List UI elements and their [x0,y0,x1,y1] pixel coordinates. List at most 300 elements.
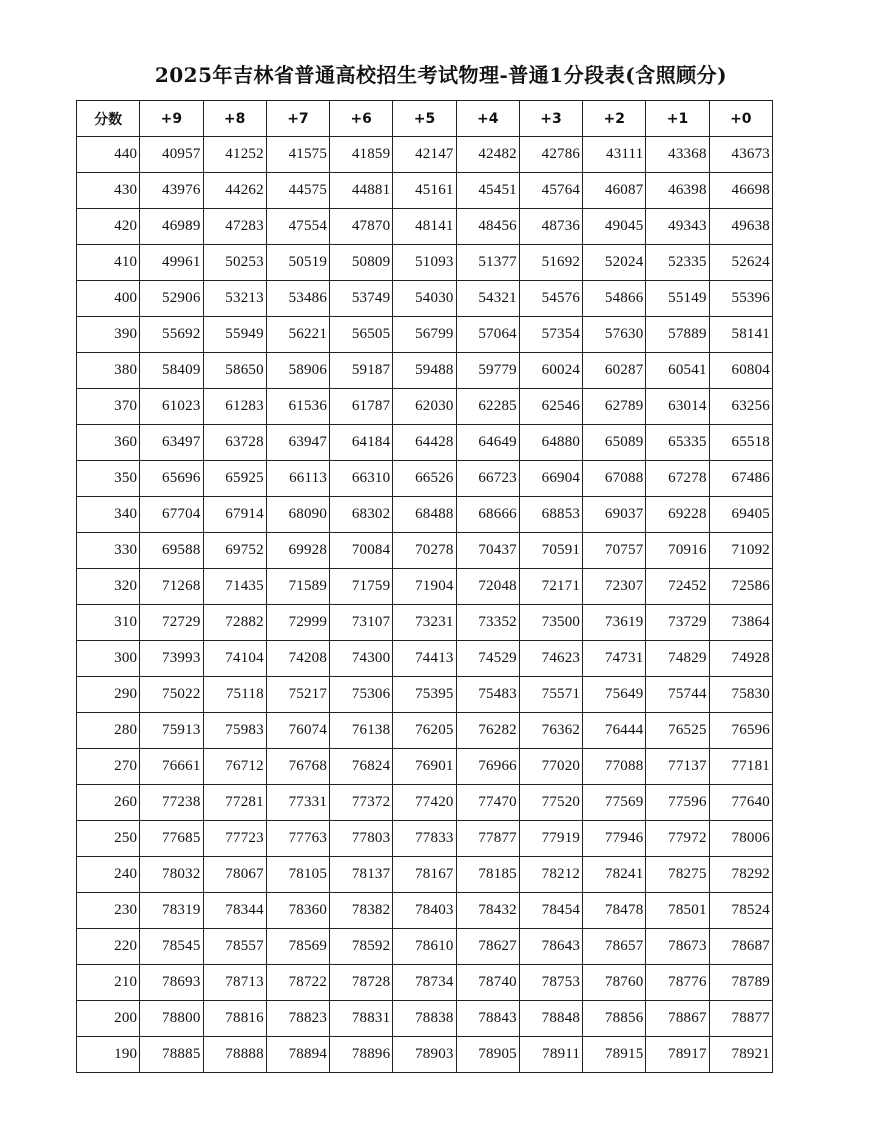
cumulative-count-cell: 49961 [140,245,203,281]
cumulative-count-cell: 76901 [393,749,456,785]
score-cell: 240 [77,857,140,893]
score-cell: 430 [77,173,140,209]
table-row [77,317,773,353]
cumulative-count-cell: 64880 [519,425,582,461]
table-row [77,281,773,317]
cumulative-count-cell: 75830 [709,677,772,713]
cumulative-count-cell: 78501 [646,893,709,929]
cumulative-count-cell: 77685 [140,821,203,857]
score-cell: 250 [77,821,140,857]
cumulative-count-cell: 54866 [583,281,646,317]
cumulative-count-cell: 49638 [709,209,772,245]
column-header-offset: +1 [646,101,709,137]
table-row [77,245,773,281]
cumulative-count-cell: 77569 [583,785,646,821]
cumulative-count-cell: 69928 [266,533,329,569]
cumulative-count-cell: 77520 [519,785,582,821]
cumulative-count-cell: 77470 [456,785,519,821]
cumulative-count-cell: 78105 [266,857,329,893]
cumulative-count-cell: 76205 [393,713,456,749]
cumulative-count-cell: 54321 [456,281,519,317]
cumulative-count-cell: 70437 [456,533,519,569]
table-row [77,569,773,605]
cumulative-count-cell: 78137 [330,857,393,893]
cumulative-count-cell: 78067 [203,857,266,893]
cumulative-count-cell: 76074 [266,713,329,749]
table-row [77,461,773,497]
cumulative-count-cell: 76282 [456,713,519,749]
score-cell: 270 [77,749,140,785]
cumulative-count-cell: 46989 [140,209,203,245]
cumulative-count-cell: 74300 [330,641,393,677]
cumulative-count-cell: 66526 [393,461,456,497]
page-title: 2025年吉林省普通高校招生考试物理-普通1分段表(含照顾分) [154,63,728,87]
score-cell: 440 [77,137,140,173]
cumulative-count-cell: 78753 [519,965,582,1001]
cumulative-count-cell: 77946 [583,821,646,857]
cumulative-count-cell: 75571 [519,677,582,713]
cumulative-count-cell: 47870 [330,209,393,245]
cumulative-count-cell: 47554 [266,209,329,245]
cumulative-count-cell: 77331 [266,785,329,821]
cumulative-count-cell: 72586 [709,569,772,605]
cumulative-count-cell: 71589 [266,569,329,605]
cumulative-count-cell: 75913 [140,713,203,749]
column-header-score: 分数 [77,101,140,137]
cumulative-count-cell: 77020 [519,749,582,785]
cumulative-count-cell: 72048 [456,569,519,605]
cumulative-count-cell: 66904 [519,461,582,497]
table-row [77,137,773,173]
cumulative-count-cell: 41575 [266,137,329,173]
table-row [77,1001,773,1037]
score-cell: 350 [77,461,140,497]
cumulative-count-cell: 54030 [393,281,456,317]
cumulative-count-cell: 69228 [646,497,709,533]
table-row [77,713,773,749]
cumulative-count-cell: 57064 [456,317,519,353]
column-header-offset: +7 [266,101,329,137]
cumulative-count-cell: 43976 [140,173,203,209]
cumulative-count-cell: 78740 [456,965,519,1001]
cumulative-count-cell: 56221 [266,317,329,353]
cumulative-count-cell: 43673 [709,137,772,173]
cumulative-count-cell: 78627 [456,929,519,965]
cumulative-count-cell: 68853 [519,497,582,533]
cumulative-count-cell: 78693 [140,965,203,1001]
cumulative-count-cell: 71268 [140,569,203,605]
cumulative-count-cell: 41859 [330,137,393,173]
cumulative-count-cell: 77877 [456,821,519,857]
cumulative-count-cell: 57354 [519,317,582,353]
cumulative-count-cell: 67914 [203,497,266,533]
cumulative-count-cell: 77238 [140,785,203,821]
cumulative-count-cell: 78800 [140,1001,203,1037]
cumulative-count-cell: 74413 [393,641,456,677]
cumulative-count-cell: 58409 [140,353,203,389]
cumulative-count-cell: 52024 [583,245,646,281]
cumulative-count-cell: 78344 [203,893,266,929]
cumulative-count-cell: 78894 [266,1037,329,1073]
cumulative-count-cell: 50519 [266,245,329,281]
cumulative-count-cell: 77181 [709,749,772,785]
cumulative-count-cell: 78867 [646,1001,709,1037]
cumulative-count-cell: 78921 [709,1037,772,1073]
score-cell: 320 [77,569,140,605]
cumulative-count-cell: 68302 [330,497,393,533]
cumulative-count-cell: 51377 [456,245,519,281]
cumulative-count-cell: 68488 [393,497,456,533]
cumulative-count-cell: 63497 [140,425,203,461]
score-cell: 310 [77,605,140,641]
cumulative-count-cell: 62030 [393,389,456,425]
cumulative-count-cell: 60804 [709,353,772,389]
score-cell: 380 [77,353,140,389]
cumulative-count-cell: 57889 [646,317,709,353]
cumulative-count-cell: 66310 [330,461,393,497]
score-cell: 260 [77,785,140,821]
cumulative-count-cell: 61536 [266,389,329,425]
cumulative-count-cell: 64184 [330,425,393,461]
cumulative-count-cell: 67278 [646,461,709,497]
score-cell: 360 [77,425,140,461]
column-header-offset: +8 [203,101,266,137]
cumulative-count-cell: 60287 [583,353,646,389]
cumulative-count-cell: 65335 [646,425,709,461]
cumulative-count-cell: 61023 [140,389,203,425]
column-header-offset: +2 [583,101,646,137]
cumulative-count-cell: 74529 [456,641,519,677]
cumulative-count-cell: 73231 [393,605,456,641]
cumulative-count-cell: 77372 [330,785,393,821]
cumulative-count-cell: 74731 [583,641,646,677]
cumulative-count-cell: 69752 [203,533,266,569]
cumulative-count-cell: 73500 [519,605,582,641]
cumulative-count-cell: 78545 [140,929,203,965]
cumulative-count-cell: 77972 [646,821,709,857]
cumulative-count-cell: 75306 [330,677,393,713]
cumulative-count-cell: 78673 [646,929,709,965]
cumulative-count-cell: 72729 [140,605,203,641]
cumulative-count-cell: 62546 [519,389,582,425]
cumulative-count-cell: 43111 [583,137,646,173]
cumulative-count-cell: 76138 [330,713,393,749]
cumulative-count-cell: 78831 [330,1001,393,1037]
cumulative-count-cell: 72307 [583,569,646,605]
cumulative-count-cell: 62789 [583,389,646,425]
cumulative-count-cell: 45161 [393,173,456,209]
cumulative-count-cell: 76966 [456,749,519,785]
cumulative-count-cell: 78454 [519,893,582,929]
table-row [77,353,773,389]
cumulative-count-cell: 55692 [140,317,203,353]
table-row [77,965,773,1001]
cumulative-count-cell: 50253 [203,245,266,281]
cumulative-count-cell: 65518 [709,425,772,461]
cumulative-count-cell: 61283 [203,389,266,425]
cumulative-count-cell: 65925 [203,461,266,497]
cumulative-count-cell: 78292 [709,857,772,893]
cumulative-count-cell: 78687 [709,929,772,965]
cumulative-count-cell: 70591 [519,533,582,569]
cumulative-count-cell: 74829 [646,641,709,677]
cumulative-count-cell: 78760 [583,965,646,1001]
cumulative-count-cell: 78911 [519,1037,582,1073]
cumulative-count-cell: 78816 [203,1001,266,1037]
cumulative-count-cell: 78212 [519,857,582,893]
cumulative-count-cell: 49045 [583,209,646,245]
cumulative-count-cell: 61787 [330,389,393,425]
cumulative-count-cell: 76768 [266,749,329,785]
cumulative-count-cell: 63728 [203,425,266,461]
cumulative-count-cell: 78360 [266,893,329,929]
table-row [77,785,773,821]
cumulative-count-cell: 51692 [519,245,582,281]
table-row [77,641,773,677]
cumulative-count-cell: 42786 [519,137,582,173]
cumulative-count-cell: 44575 [266,173,329,209]
cumulative-count-cell: 71904 [393,569,456,605]
table-row [77,893,773,929]
cumulative-count-cell: 46087 [583,173,646,209]
cumulative-count-cell: 44262 [203,173,266,209]
cumulative-count-cell: 76712 [203,749,266,785]
cumulative-count-cell: 78319 [140,893,203,929]
cumulative-count-cell: 78524 [709,893,772,929]
cumulative-count-cell: 70757 [583,533,646,569]
cumulative-count-cell: 78569 [266,929,329,965]
cumulative-count-cell: 75744 [646,677,709,713]
cumulative-count-cell: 78713 [203,965,266,1001]
cumulative-count-cell: 78722 [266,965,329,1001]
cumulative-count-cell: 65089 [583,425,646,461]
cumulative-count-cell: 55149 [646,281,709,317]
cumulative-count-cell: 78848 [519,1001,582,1037]
cumulative-count-cell: 78382 [330,893,393,929]
cumulative-count-cell: 46698 [709,173,772,209]
cumulative-count-cell: 77803 [330,821,393,857]
table-row [77,1037,773,1073]
cumulative-count-cell: 56505 [330,317,393,353]
table-row [77,677,773,713]
cumulative-count-cell: 72999 [266,605,329,641]
cumulative-count-cell: 78610 [393,929,456,965]
cumulative-count-cell: 48456 [456,209,519,245]
cumulative-count-cell: 44881 [330,173,393,209]
cumulative-count-cell: 78241 [583,857,646,893]
cumulative-count-cell: 76444 [583,713,646,749]
cumulative-count-cell: 56799 [393,317,456,353]
cumulative-count-cell: 64649 [456,425,519,461]
cumulative-count-cell: 67486 [709,461,772,497]
cumulative-count-cell: 70084 [330,533,393,569]
cumulative-count-cell: 76661 [140,749,203,785]
cumulative-count-cell: 78032 [140,857,203,893]
cumulative-count-cell: 74928 [709,641,772,677]
table-row [77,749,773,785]
cumulative-count-cell: 65696 [140,461,203,497]
cumulative-count-cell: 55949 [203,317,266,353]
cumulative-count-cell: 74208 [266,641,329,677]
cumulative-count-cell: 77723 [203,821,266,857]
cumulative-count-cell: 78776 [646,965,709,1001]
cumulative-count-cell: 42147 [393,137,456,173]
cumulative-count-cell: 78734 [393,965,456,1001]
cumulative-count-cell: 74104 [203,641,266,677]
cumulative-count-cell: 68090 [266,497,329,533]
cumulative-count-cell: 41252 [203,137,266,173]
cumulative-count-cell: 75649 [583,677,646,713]
table-row [77,389,773,425]
cumulative-count-cell: 64428 [393,425,456,461]
cumulative-count-cell: 78877 [709,1001,772,1037]
cumulative-count-cell: 43368 [646,137,709,173]
table-row [77,929,773,965]
cumulative-count-cell: 78789 [709,965,772,1001]
cumulative-count-cell: 53486 [266,281,329,317]
score-cell: 190 [77,1037,140,1073]
cumulative-count-cell: 66723 [456,461,519,497]
cumulative-count-cell: 78006 [709,821,772,857]
cumulative-count-cell: 75395 [393,677,456,713]
cumulative-count-cell: 71092 [709,533,772,569]
cumulative-count-cell: 78888 [203,1037,266,1073]
table-row [77,497,773,533]
cumulative-count-cell: 62285 [456,389,519,425]
cumulative-count-cell: 78728 [330,965,393,1001]
cumulative-count-cell: 69405 [709,497,772,533]
column-header-offset: +4 [456,101,519,137]
cumulative-count-cell: 59779 [456,353,519,389]
score-cell: 330 [77,533,140,569]
cumulative-count-cell: 77281 [203,785,266,821]
cumulative-count-cell: 72882 [203,605,266,641]
cumulative-count-cell: 53749 [330,281,393,317]
cumulative-count-cell: 49343 [646,209,709,245]
cumulative-count-cell: 58650 [203,353,266,389]
cumulative-count-cell: 75983 [203,713,266,749]
score-cell: 370 [77,389,140,425]
cumulative-count-cell: 78592 [330,929,393,965]
cumulative-count-cell: 73352 [456,605,519,641]
cumulative-count-cell: 72452 [646,569,709,605]
cumulative-count-cell: 69588 [140,533,203,569]
cumulative-count-cell: 54576 [519,281,582,317]
score-cell: 300 [77,641,140,677]
cumulative-count-cell: 50809 [330,245,393,281]
cumulative-count-cell: 78823 [266,1001,329,1037]
cumulative-count-cell: 78843 [456,1001,519,1037]
column-header-offset: +3 [519,101,582,137]
table-row [77,821,773,857]
cumulative-count-cell: 78643 [519,929,582,965]
cumulative-count-cell: 73993 [140,641,203,677]
cumulative-count-cell: 73107 [330,605,393,641]
cumulative-count-cell: 77640 [709,785,772,821]
cumulative-count-cell: 77420 [393,785,456,821]
cumulative-count-cell: 78275 [646,857,709,893]
cumulative-count-cell: 42482 [456,137,519,173]
table-row [77,173,773,209]
cumulative-count-cell: 51093 [393,245,456,281]
table-body [77,137,773,1073]
cumulative-count-cell: 77833 [393,821,456,857]
cumulative-count-cell: 76596 [709,713,772,749]
cumulative-count-cell: 78885 [140,1037,203,1073]
column-header-offset: +6 [330,101,393,137]
column-header-offset: +9 [140,101,203,137]
column-header-offset: +5 [393,101,456,137]
score-cell: 230 [77,893,140,929]
cumulative-count-cell: 77137 [646,749,709,785]
cumulative-count-cell: 73619 [583,605,646,641]
cumulative-count-cell: 78915 [583,1037,646,1073]
cumulative-count-cell: 78185 [456,857,519,893]
cumulative-count-cell: 71759 [330,569,393,605]
score-cell: 200 [77,1001,140,1037]
cumulative-count-cell: 53213 [203,281,266,317]
cumulative-count-cell: 59187 [330,353,393,389]
score-cell: 340 [77,497,140,533]
cumulative-count-cell: 40957 [140,137,203,173]
cumulative-count-cell: 77919 [519,821,582,857]
cumulative-count-cell: 78903 [393,1037,456,1073]
score-cell: 400 [77,281,140,317]
cumulative-count-cell: 78557 [203,929,266,965]
table-row [77,209,773,245]
cumulative-count-cell: 66113 [266,461,329,497]
cumulative-count-cell: 71435 [203,569,266,605]
cumulative-count-cell: 52335 [646,245,709,281]
cumulative-count-cell: 76525 [646,713,709,749]
cumulative-count-cell: 45451 [456,173,519,209]
cumulative-count-cell: 58906 [266,353,329,389]
cumulative-count-cell: 77763 [266,821,329,857]
score-cell: 410 [77,245,140,281]
cumulative-count-cell: 45764 [519,173,582,209]
cumulative-count-cell: 77088 [583,749,646,785]
cumulative-count-cell: 73864 [709,605,772,641]
cumulative-count-cell: 75022 [140,677,203,713]
cumulative-count-cell: 48141 [393,209,456,245]
cumulative-count-cell: 52624 [709,245,772,281]
cumulative-count-cell: 58141 [709,317,772,353]
cumulative-count-cell: 48736 [519,209,582,245]
cumulative-count-cell: 78167 [393,857,456,893]
cumulative-count-cell: 78905 [456,1037,519,1073]
cumulative-count-cell: 74623 [519,641,582,677]
cumulative-count-cell: 76824 [330,749,393,785]
score-distribution-table [76,100,773,1073]
score-cell: 390 [77,317,140,353]
cumulative-count-cell: 78403 [393,893,456,929]
cumulative-count-cell: 78856 [583,1001,646,1037]
cumulative-count-cell: 69037 [583,497,646,533]
cumulative-count-cell: 46398 [646,173,709,209]
cumulative-count-cell: 68666 [456,497,519,533]
cumulative-count-cell: 63947 [266,425,329,461]
table-row [77,425,773,461]
cumulative-count-cell: 52906 [140,281,203,317]
cumulative-count-cell: 63014 [646,389,709,425]
table-row [77,857,773,893]
cumulative-count-cell: 60024 [519,353,582,389]
score-cell: 210 [77,965,140,1001]
table-row [77,605,773,641]
cumulative-count-cell: 78432 [456,893,519,929]
cumulative-count-cell: 57630 [583,317,646,353]
cumulative-count-cell: 70916 [646,533,709,569]
